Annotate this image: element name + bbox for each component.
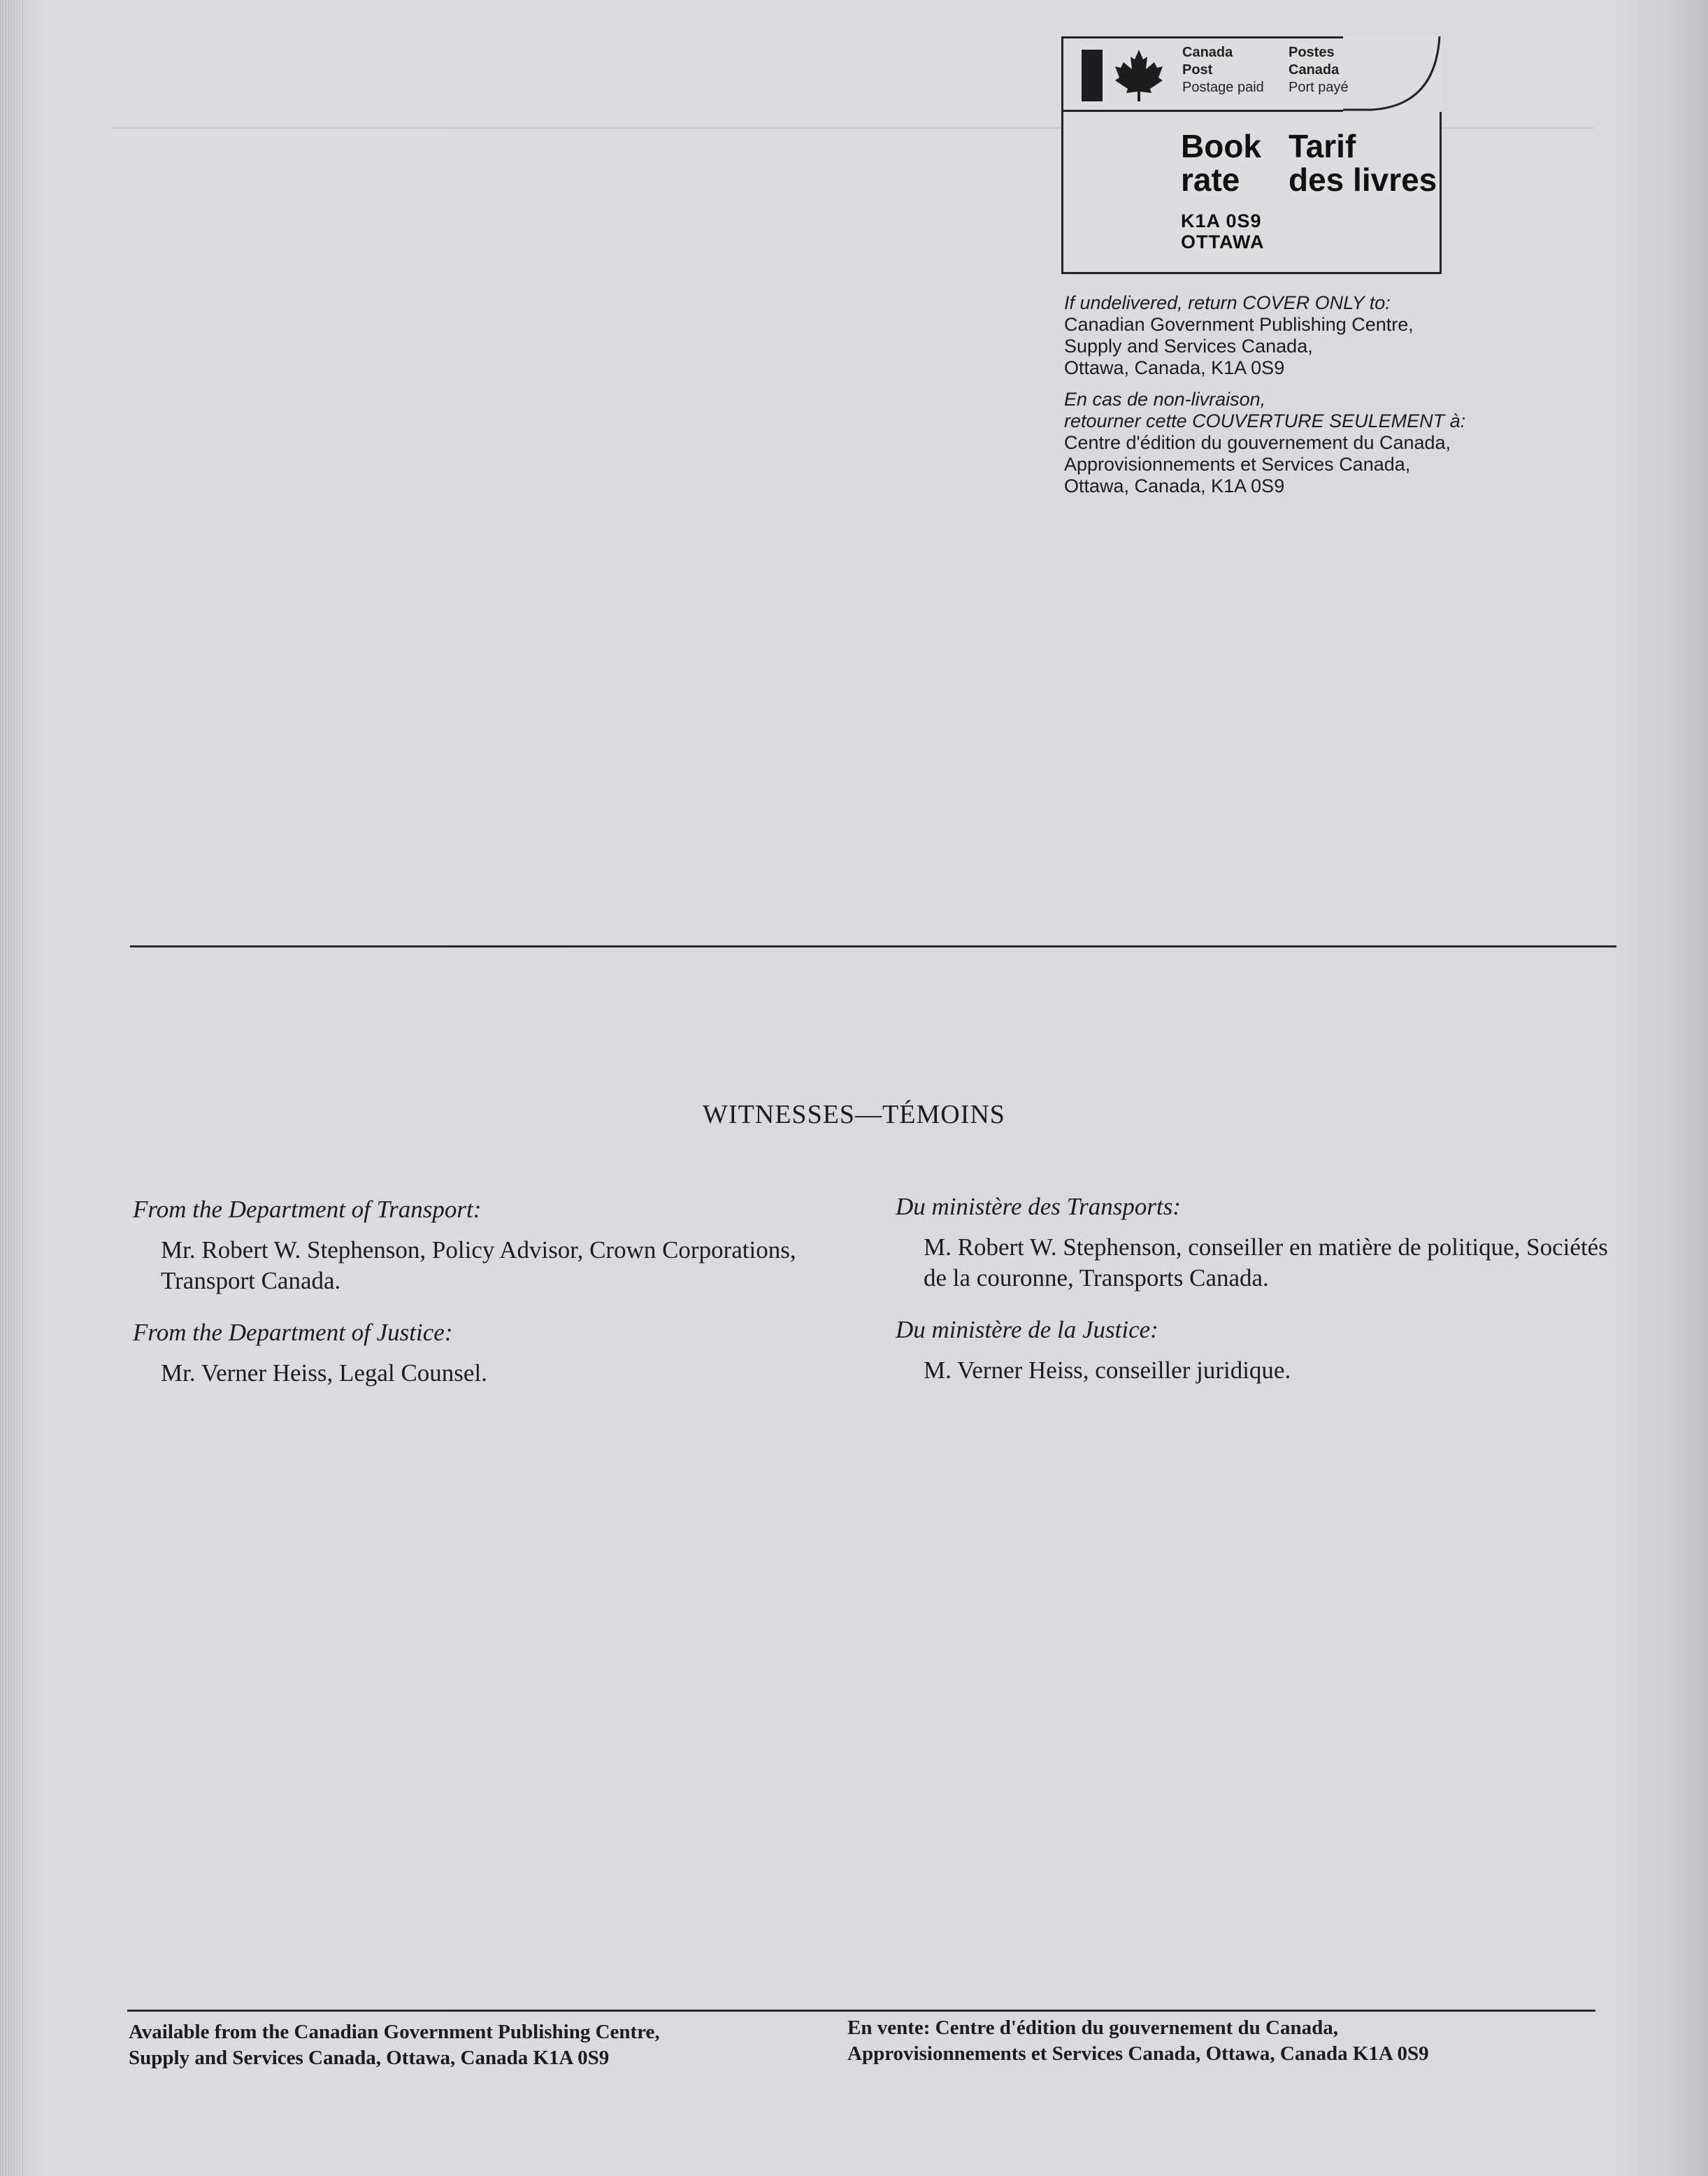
- footer-fr-line: En vente: Centre d'édition du gouvernement du Canada,: [847, 2017, 1338, 2039]
- return-address-en-line: Supply and Services Canada,: [1064, 336, 1313, 357]
- city: OTTAWA: [1181, 231, 1265, 252]
- witness-justice-entry-fr: M. Verner Heiss, conseiller juridique.: [924, 1357, 1291, 1384]
- footer-availability-fr: [847, 2015, 1588, 2067]
- return-address-en-line: Canadian Government Publishing Centre,: [1064, 314, 1414, 335]
- witness-transport-entry: Mr. Robert W. Stephenson, Policy Advisor, Crown Corporations, Transport Canada.: [161, 1236, 796, 1294]
- page-stack-edges: [0, 0, 24, 2176]
- rate: rate: [1181, 162, 1240, 198]
- section-divider: [130, 945, 1616, 947]
- footer-en-line: Available from the Canadian Government Publishing Centre,: [129, 2021, 660, 2043]
- witnesses-left-column: [133, 1194, 863, 1389]
- dept-transport-heading: From the Department of Transport:: [133, 1196, 482, 1223]
- des-livres: des livres: [1289, 162, 1437, 198]
- return-address-fr-line: Centre d'édition du gouvernement du Canada,: [1064, 432, 1451, 453]
- footer-availability-en: [129, 2019, 828, 2071]
- canada-en: Canada: [1182, 45, 1233, 60]
- witnesses-title: WITNESSES—TÉMOINS: [703, 1100, 1005, 1129]
- postal-address: [1181, 210, 1264, 252]
- witness-transport-entry-fr: M. Robert W. Stephenson, conseiller en matière de politique, Sociétés de la couronne, Transports Canada.: [924, 1233, 1608, 1291]
- book-rate-label: [1181, 129, 1261, 196]
- postal-code: K1A 0S9: [1181, 210, 1262, 231]
- canada-fr: Canada: [1289, 62, 1340, 78]
- return-notice-en-lead: If undelivered, return COVER ONLY to:: [1064, 292, 1391, 313]
- tarif-livres-label: [1289, 129, 1437, 196]
- postes-fr: Postes: [1289, 45, 1335, 60]
- footer-en-line: Supply and Services Canada, Ottawa, Canada K1A 0S9: [129, 2047, 610, 2069]
- book: Book: [1181, 128, 1261, 164]
- canada-post-label: [1182, 44, 1264, 96]
- footer-fr-line: Approvisionnements et Services Canada, Ottawa, Canada K1A 0S9: [847, 2042, 1429, 2065]
- dept-justice-heading: From the Department of Justice:: [133, 1319, 453, 1346]
- dept-transport-heading-fr: Du ministère des Transports:: [896, 1193, 1182, 1220]
- return-notice: [1064, 292, 1553, 497]
- postage-indicia: [1061, 36, 1442, 274]
- return-notice-fr-lead: retourner cette COUVERTURE SEULEMENT à:: [1064, 410, 1466, 431]
- witness-justice-entry: Mr. Verner Heiss, Legal Counsel.: [161, 1359, 487, 1387]
- postage-corner-curve: [1343, 36, 1442, 112]
- return-address-fr-line: Ottawa, Canada, K1A 0S9: [1064, 475, 1285, 496]
- postage-paid: Postage paid: [1182, 80, 1264, 95]
- postes-canada-label: [1289, 44, 1349, 96]
- showthrough-left-text: [140, 165, 839, 941]
- port-paye: Port payé: [1289, 80, 1349, 95]
- return-address-fr-line: Approvisionnements et Services Canada,: [1064, 454, 1411, 475]
- footer-divider: [127, 2010, 1595, 2012]
- witnesses-right-column: [896, 1191, 1623, 1386]
- maple-leaf-icon: [1114, 48, 1164, 101]
- dept-justice-heading-fr: Du ministère de la Justice:: [896, 1316, 1158, 1343]
- post-en: Post: [1182, 62, 1213, 78]
- return-notice-fr-lead: En cas de non-livraison,: [1064, 389, 1266, 410]
- flag-bar: [1082, 50, 1103, 101]
- return-address-en-line: Ottawa, Canada, K1A 0S9: [1064, 357, 1285, 378]
- tarif: Tarif: [1289, 128, 1356, 164]
